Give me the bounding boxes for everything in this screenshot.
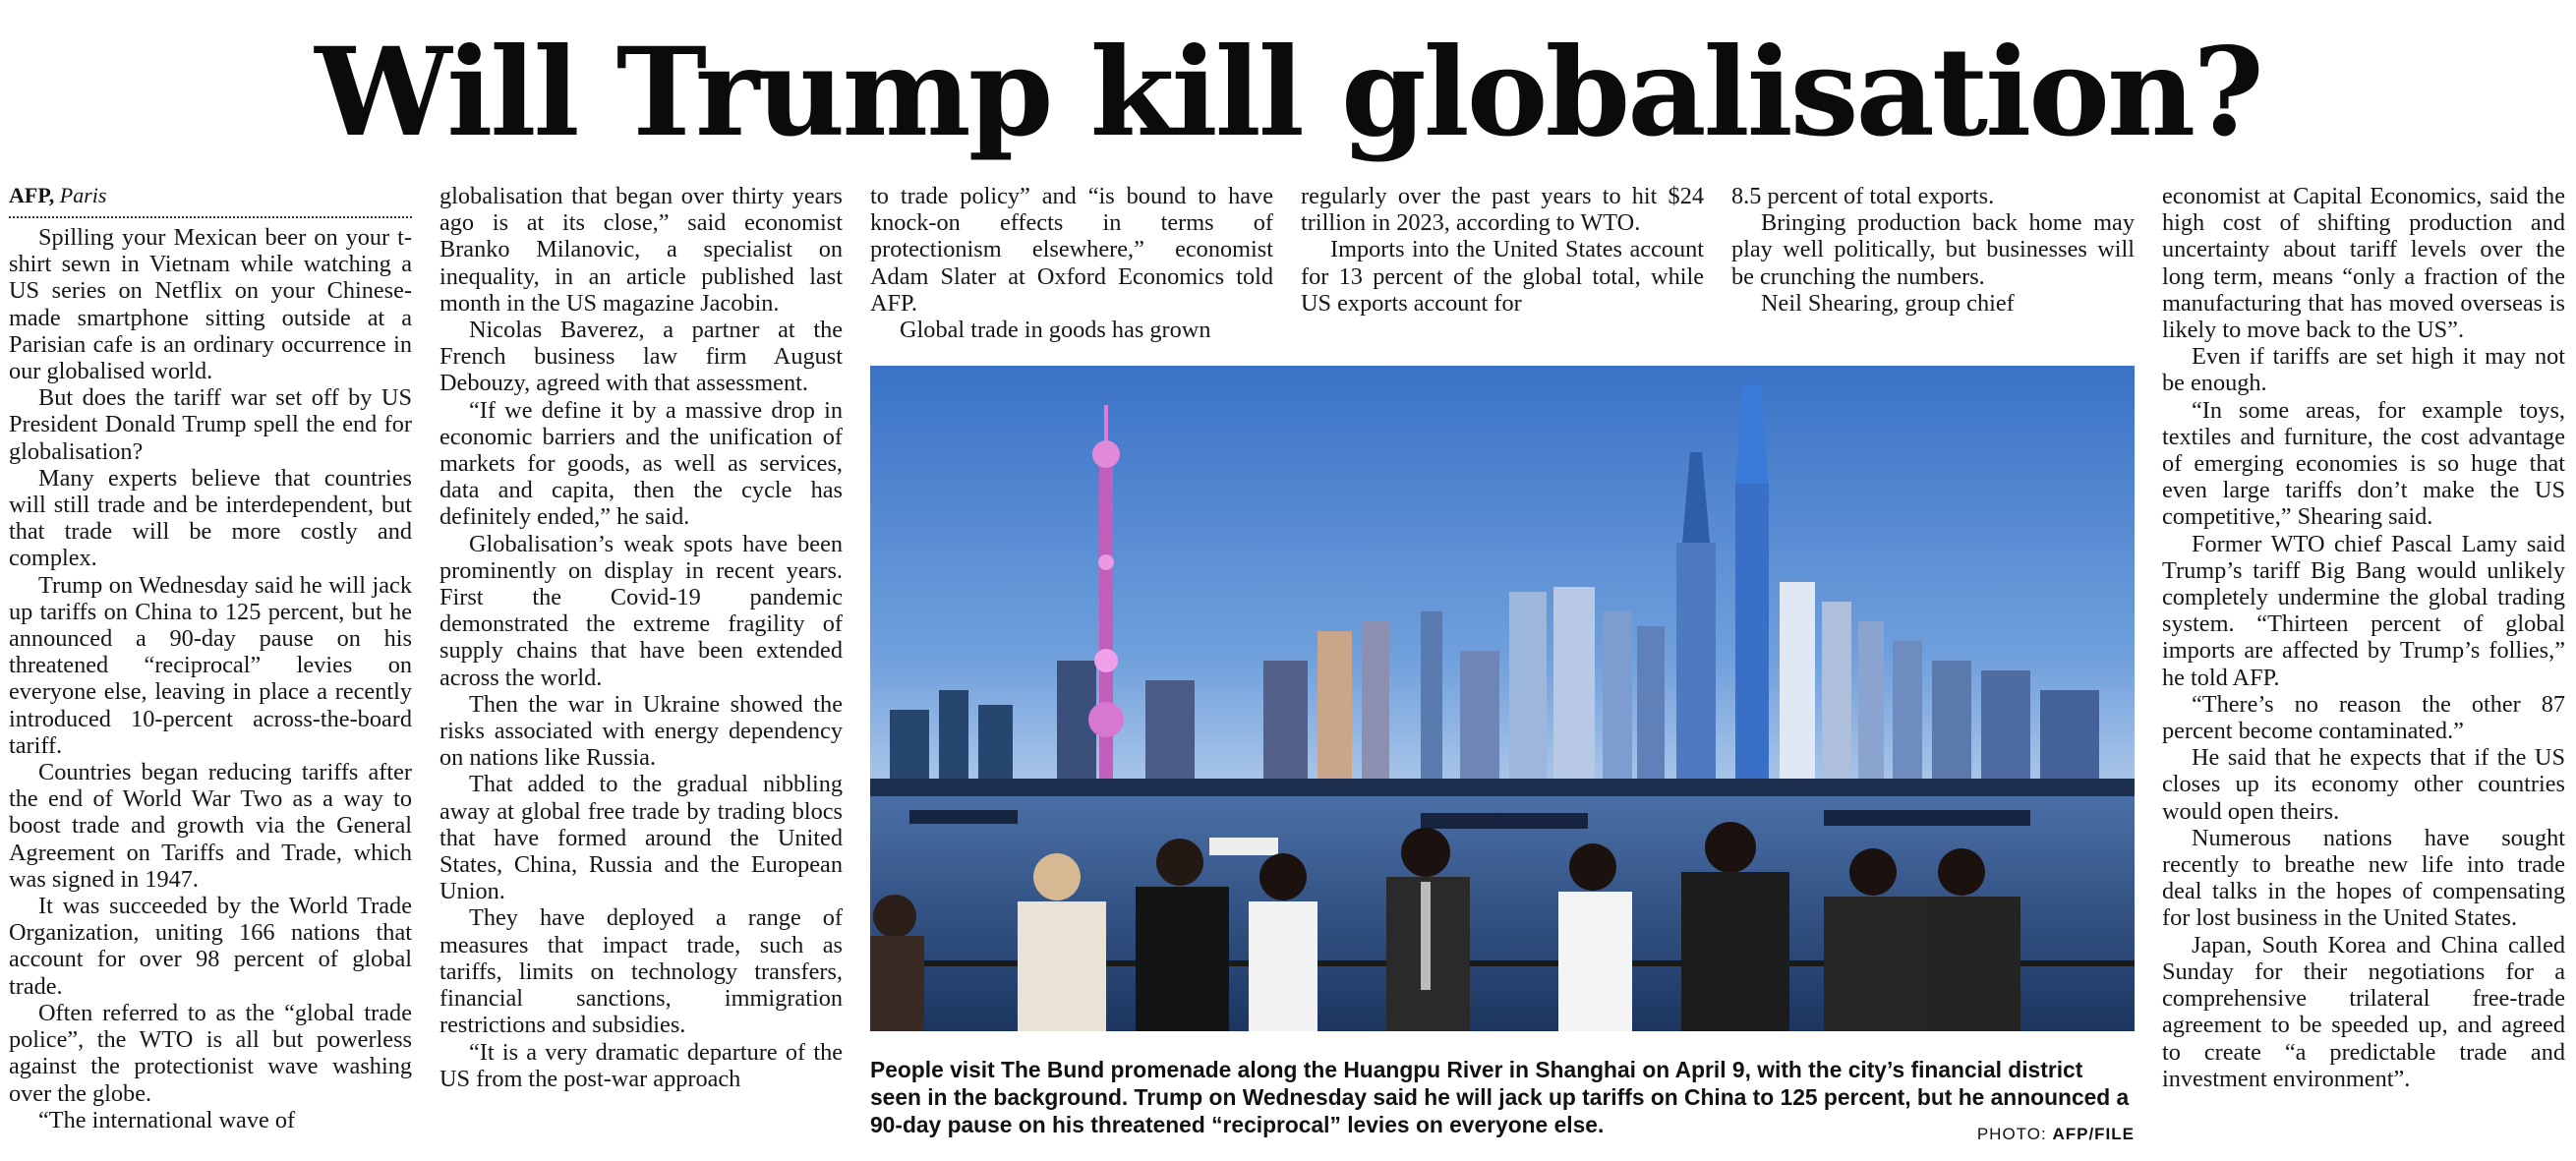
paragraph-continued: globalisation that began over thirty years ago is at its close,” said economist Branko Milanovic, a specialist on inequality, in an article published last month in the US magazine Jacobin.	[439, 183, 843, 317]
paragraph: Japan, South Korea and China called Sunday for their negotiations for a comprehensive trilateral free-trade agreement to be speeded up, and agreed to create “a predictable trade and investment environment”.	[2162, 931, 2565, 1092]
credit-prefix: PHOTO:	[1976, 1125, 2047, 1143]
paragraph: Former WTO chief Pascal Lamy said Trump’s tariff Big Bang would unlikely completely undermine the global trading system. “Thirteen percent of global imports are affected by Trump’s follies,” he told AFP.	[2162, 530, 2565, 691]
paragraph: He said that he expects that if the US closes up its economy other countries would open theirs.	[2162, 744, 2565, 825]
paragraph: Trump on Wednesday said he will jack up tariffs on China to 125 percent, but he announced a 90-day pause on his threatened “reciprocal” levies on everyone else, leaving in place a recently introduced 10-percent across-the-board tariff.	[9, 571, 412, 759]
paragraph: Even if tariffs are set high it may not be enough.	[2162, 343, 2565, 397]
article-column-2	[439, 183, 843, 1092]
paragraph: They have deployed a range of measures that impact trade, such as tariffs, limits on technology transfers, financial sanctions, immigration restrictions and subsidies.	[439, 904, 843, 1039]
far-shore	[870, 779, 2135, 796]
paragraph: Then the war in Ukraine showed the risks associated with energy dependency on nations like Russia.	[439, 690, 843, 772]
paragraph: “It is a very dramatic departure of the US from the post-war approach	[439, 1038, 843, 1092]
paragraph: “There’s no reason the other 87 percent become contaminated.”	[2162, 690, 2565, 745]
article-column-5	[1731, 183, 2135, 317]
paragraph: Nicolas Baverez, a partner at the French business law firm August Debouzy, agreed with that assessment.	[439, 317, 843, 397]
paragraph: But does the tariff war set off by US President Donald Trump spell the end for globalisation?	[9, 384, 412, 465]
byline	[9, 183, 412, 218]
byline-location: Paris	[59, 183, 107, 207]
paragraph: “In some areas, for example toys, textiles and furniture, the cost advantage of emerging economies is so huge that even large tariffs don’t make the US competitive,” Shearing said.	[2162, 396, 2565, 531]
article-column-1	[9, 224, 412, 1133]
article-column-6	[2162, 183, 2565, 1092]
caption-text: People visit The Bund promenade along the Huangpu River in Shanghai on April 9, with the city’s financial district seen in the background. Trump on Wednesday said he will jack up tariffs on China to 125 percent, but he announced a 90-day pause on his threatened “reciprocal” levies on everyone else.	[870, 1057, 2130, 1137]
paragraph-continued: economist at Capital Economics, said the high cost of shifting production and uncertainty about tariff levels over the long term, means “only a fraction of the manufacturing that has moved overseas is likely to move back to the US”.	[2162, 183, 2565, 344]
paragraph: Often referred to as the “global trade police”, the WTO is all but powerless against the protectionist wave washing over the globe.	[9, 999, 412, 1107]
paragraph: That added to the gradual nibbling away at global free trade by trading blocs that have formed around the United States, China, Russia and the European Union.	[439, 771, 843, 905]
photo-caption	[870, 1056, 2135, 1138]
paragraph: Bringing production back home may play well politically, but businesses will be crunching the numbers.	[1731, 209, 2135, 290]
paragraph: Neil Shearing, group chief	[1761, 289, 2015, 317]
paragraph: Numerous nations have sought recently to breathe new life into trade deal talks in the hopes of compensating for lost business in the United States.	[2162, 824, 2565, 932]
credit-source: AFP/FILE	[2052, 1125, 2135, 1143]
headline: Will Trump kill globalisation?	[315, 22, 2261, 164]
paragraph: “The international wave of	[38, 1106, 296, 1133]
paragraph: Spilling your Mexican beer on your t-shirt sewn in Vietnam while watching a US series on Netflix on your Chinese-made smartphone sitting outside at a Parisian cafe is an ordinary occurrence in our globalised world.	[9, 224, 412, 385]
paragraph-continued: regularly over the past years to hit $24 trillion in 2023, according to WTO.	[1301, 183, 1704, 237]
article-column-3	[870, 183, 1273, 343]
news-photo-shanghai-bund	[870, 366, 2135, 1031]
paragraph: Imports into the United States account for 13 percent of the global total, while US exports account for	[1301, 236, 1704, 317]
photo-credit	[1977, 1125, 2135, 1144]
paragraph: Many experts believe that countries will still trade and be interdependent, but that trade will be more costly and complex.	[9, 464, 412, 572]
paragraph: Global trade in goods has grown	[900, 317, 1211, 344]
paragraph: “If we define it by a massive drop in economic barriers and the unification of markets for goods, as well as services, data and capita, then the cycle has definitely ended,” he said.	[439, 396, 843, 531]
photo-illustration	[870, 366, 2135, 1031]
paragraph-continued: 8.5 percent of total exports.	[1731, 183, 1995, 209]
byline-agency: AFP,	[9, 183, 55, 207]
paragraph-continued: to trade policy” and “is bound to have knock-on effects in terms of protectionism elsewhere,” economist Adam Slater at Oxford Economics told AFP.	[870, 183, 1273, 317]
paragraph: Globalisation’s weak spots have been prominently on display in recent years. First the Covid-19 pandemic demonstrated the extreme fragility of supply chains that have been extended across the world.	[439, 530, 843, 691]
paragraph: It was succeeded by the World Trade Organization, uniting 166 nations that account for over 98 percent of global trade.	[9, 893, 412, 1000]
article-column-4	[1301, 183, 1704, 317]
paragraph: Countries began reducing tariffs after the end of World War Two as a way to boost trade and growth via the General Agreement on Tariffs and Trade, which was signed in 1947.	[9, 759, 412, 893]
